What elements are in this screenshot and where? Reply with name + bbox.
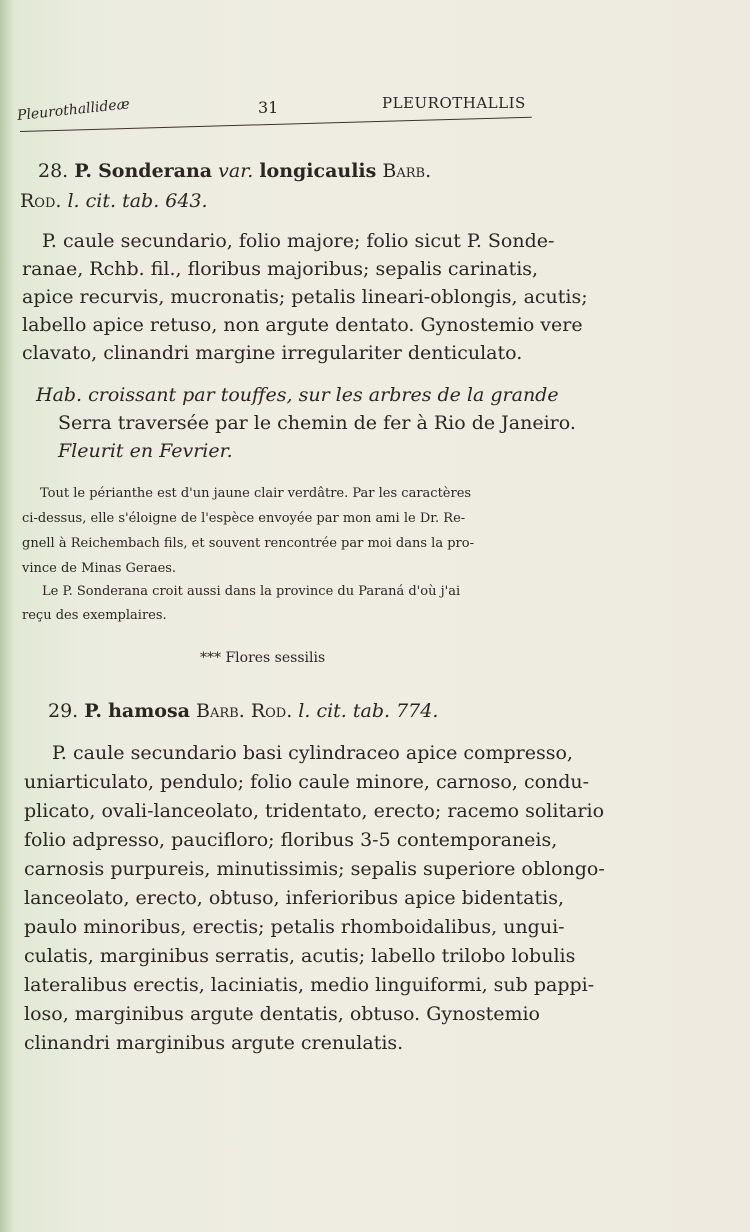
- section-title: PLEUROTHALLIS: [382, 94, 526, 112]
- page-number: 31: [258, 98, 279, 117]
- author: Rod.: [20, 190, 62, 212]
- note-line: Tout le périanthe est d'un jaune clair verdâtre. Par les caractères: [40, 486, 472, 501]
- description-line: carnosis purpureis, minutissimis; sepalis superiore oblongo-: [24, 858, 605, 880]
- description-line: ranae, Rchb. fil., floribus majoribus; sepalis carinatis,: [22, 258, 539, 280]
- species: Sonderana: [98, 160, 213, 182]
- running-head: Pleurothallideæ: [16, 96, 131, 124]
- page-edge-shadow: [0, 0, 14, 1232]
- note-line: Le P. Sonderana croit aussi dans la province du Paraná d'où j'ai: [42, 584, 461, 599]
- entry-number: 28.: [38, 160, 69, 182]
- genus: P.: [84, 700, 103, 722]
- author: Barb.: [382, 160, 432, 182]
- habitat-line: Fleurit en Fevrier.: [58, 440, 233, 462]
- description-line: lateralibus erectis, laciniatis, medio linguiformi, sub pappi-: [24, 974, 595, 996]
- description-line: apice recurvis, mucronatis; petalis lineari-oblongis, acutis;: [22, 286, 588, 308]
- description-line: labello apice retuso, non argute dentato. Gynostemio vere: [22, 314, 583, 336]
- habitat-line: Serra traversée par le chemin de fer à Rio de Janeiro.: [58, 412, 576, 434]
- entry-29-heading: [48, 700, 438, 722]
- note-line: ci-dessus, elle s'éloigne de l'espèce envoyée par mon ami le Dr. Re-: [22, 511, 466, 526]
- header-rule: [20, 117, 532, 132]
- section-heading: *** Flores sessilis: [200, 650, 326, 666]
- description-line: paulo minoribus, erectis; petalis rhomboidalibus, ungui-: [24, 916, 565, 938]
- description-line: P. caule secundario, folio majore; folio sicut P. Sonde-: [42, 230, 555, 252]
- genus: P.: [74, 160, 93, 182]
- author: Barb. Rod.: [196, 700, 293, 722]
- description-line: culatis, marginibus serratis, acutis; labello trilobo lobulis: [24, 945, 576, 967]
- description-line: P. caule secundario basi cylindraceo apice compresso,: [52, 742, 573, 764]
- species: hamosa: [108, 700, 190, 722]
- entry-28-reference: [20, 190, 208, 212]
- entry-number: 29.: [48, 700, 79, 722]
- description-line: loso, marginibus argute dentatis, obtuso. Gynostemio: [24, 1003, 540, 1025]
- description-line: clavato, clinandri margine irregulariter denticulato.: [22, 342, 523, 364]
- description-line: plicato, ovali-lanceolato, tridentato, erecto; racemo solitario: [24, 800, 605, 822]
- citation: l. cit. tab. 643.: [67, 190, 208, 212]
- description-line: folio adpresso, paucifloro; floribus 3-5 contemporaneis,: [24, 829, 558, 851]
- citation: l. cit. tab. 774.: [298, 700, 439, 722]
- note-line: vince de Minas Geraes.: [22, 561, 177, 576]
- description-line: lanceolato, erecto, obtuso, inferioribus apice bidentatis,: [24, 887, 565, 909]
- entry-28-heading: [38, 160, 431, 182]
- note-line: gnell à Reichembach fils, et souvent rencontrée par moi dans la pro-: [22, 536, 474, 551]
- note-line: reçu des exemplaires.: [22, 608, 167, 623]
- description-line: uniarticulato, pendulo; folio caule minore, carnoso, condu-: [24, 771, 590, 793]
- habitat-line: Hab. croissant par touffes, sur les arbres de la grande: [36, 384, 559, 406]
- description-line: clinandri marginibus argute crenulatis.: [24, 1032, 404, 1054]
- var-label: var.: [218, 160, 254, 182]
- variety: longicaulis: [259, 160, 377, 182]
